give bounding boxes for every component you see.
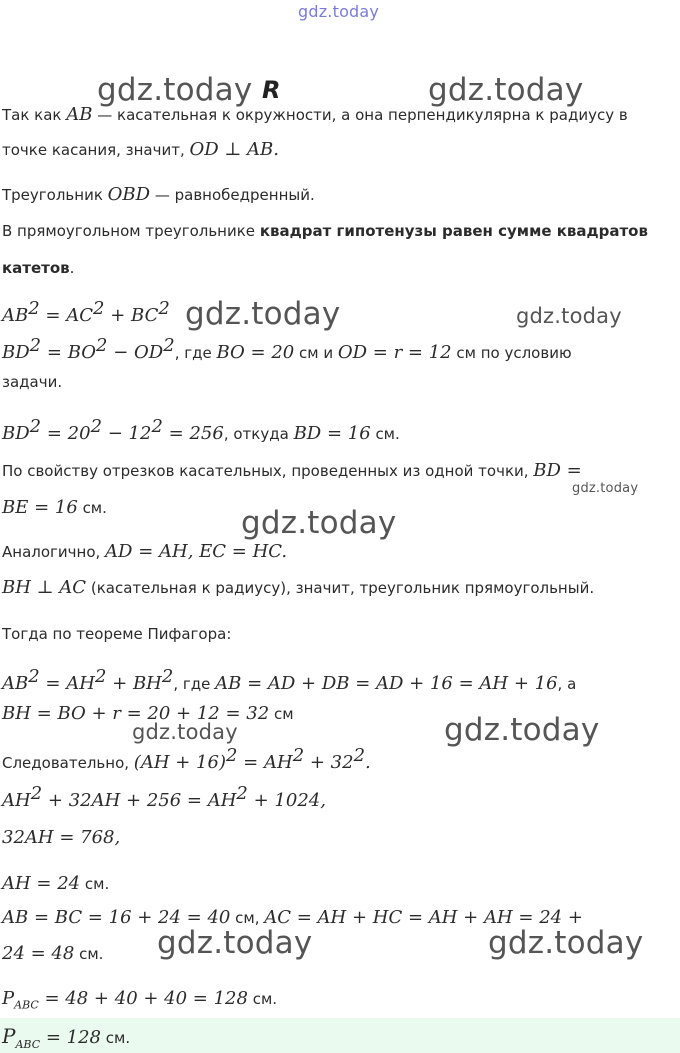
formula-line: $AB^2 = AC^2 + BC^2$ xyxy=(2,298,170,326)
formula-line: BH = BO + r = 20 + 12 = 32 см xyxy=(2,703,294,724)
formula-line: $P_{ABC} = 48 + 40 + 40 = 128$ см. xyxy=(2,988,278,1012)
text-line: Треугольник OBD — равнобедренный. xyxy=(2,184,315,205)
text-line: В прямоугольном треугольнике квадрат гипотенузы равен сумме квадратов xyxy=(2,222,648,240)
formula-line: Аналогично, AD = AH, EC = HC. xyxy=(2,541,288,562)
formula-line: AB = BC = 16 + 24 = 40 см, AC = AH + HC = AH + AH = 24 + xyxy=(2,907,583,928)
formula-line: AH = 24 см. xyxy=(2,873,110,894)
watermark: gdz.today xyxy=(572,481,639,496)
watermark: gdz.today xyxy=(444,712,600,748)
answer-line: $P_{ABC} = 128$ см. xyxy=(2,1024,131,1051)
text-line: катетов. xyxy=(2,259,75,277)
formula-line: $AH^2 + 32AH + 256 = AH^2 + 1024$, xyxy=(2,783,326,811)
text-line: точке касания, значит, OD ⊥ AB. xyxy=(2,139,280,160)
text-line: Тогда по теореме Пифагора: xyxy=(2,625,232,643)
watermark: gdz.today xyxy=(185,296,341,332)
formula-line: $BD^2 = 20^2 - 12^2 = 256$, откуда BD = 16 см. xyxy=(2,416,400,444)
formula-line: 32AH = 768, xyxy=(2,827,121,848)
watermark: gdz.today xyxy=(97,72,253,108)
mark-letter: R xyxy=(262,76,281,104)
text-line: По свойству отрезков касательных, проведенных из одной точки, BD = xyxy=(2,460,582,481)
formula-line: 24 = 48 см. xyxy=(2,943,104,964)
watermark: gdz.today xyxy=(157,925,313,961)
formula-line: $AB^2 = AH^2 + BH^2$, где AB = AD + DB = AD + 16 = AH + 16, а xyxy=(2,666,577,694)
watermark-top: gdz.today xyxy=(298,2,380,21)
formula-line: $BD^2 = BO^2 - OD^2$, где BO = 20 см и OD = r = 12 см по условию xyxy=(2,335,572,363)
watermark: gdz.today xyxy=(241,505,397,541)
watermark: gdz.today xyxy=(488,925,644,961)
watermark: gdz.today xyxy=(516,304,622,328)
text-line: задачи. xyxy=(2,373,63,391)
watermark: gdz.today xyxy=(132,720,238,744)
text-line: Так как AB — касательная к окружности, а она перпендикулярна к радиусу в xyxy=(2,104,628,125)
formula-line: BH ⊥ AC (касательная к радиусу), значит, треугольник прямоугольный. xyxy=(2,577,595,598)
watermark: gdz.today xyxy=(428,72,584,108)
formula-line: BE = 16 см. xyxy=(2,497,107,518)
formula-line: Следовательно, $(AH + 16)^2 = AH^2 + 32^2$. xyxy=(2,745,371,773)
